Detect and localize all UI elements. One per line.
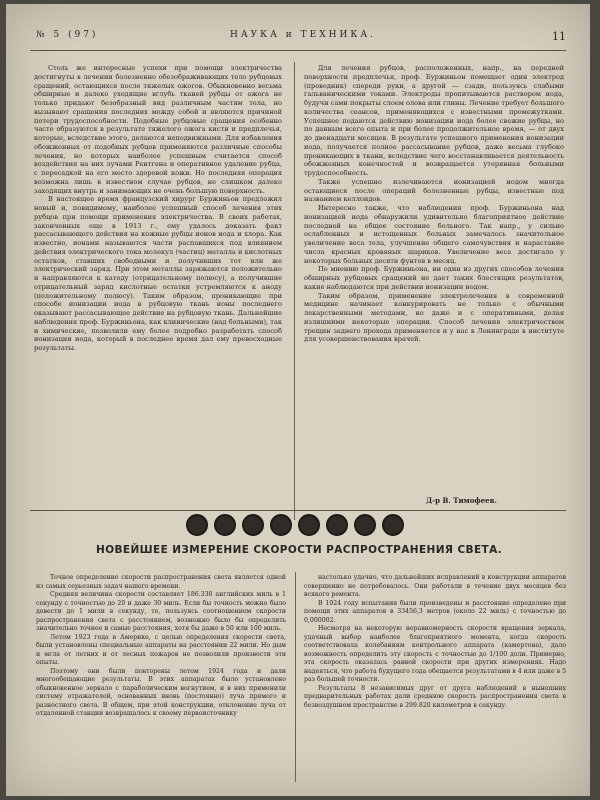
circle-ornament-icon: [270, 514, 292, 536]
page-header: [36, 30, 570, 46]
paragraph: Столь же интересные успехи при помощи электричества достигнуты в лечении болезненно обезображивающих тело рубцовых сращений, остающихся после тяжелых ожогов. Обыкновенно весьма обширные и далеко уходящие вглубь тканей рубцы от ожога не только придают безобразный вид различным частям тела, но вызывают сращения последних между собой и являются причиной потери трудоспособности. Подобные рубцовые сращения особенно часто образуются в результате тяжелого ожога кисти и предплечья, которые, вследствие этого, делаются неподвижными. Для избавления обожженных от подобных рубцов применяются различные способы лечения, но которых наиболее успешным считается способ воздействия на них лучами Рентгена и оперативное удаление рубца, с пересадкой на его место здоровой кожи. Но последняя операция возможна лишь в известном случае рубцов, не слишком далеко заходящих внутрь и занимающих не очень большую поверхность.: [34, 64, 282, 195]
paragraph: Также успешно излечиваются ионизацией иодом многда остающиеся после операций болезненные рубцы, известные под названием келлоидов.: [304, 177, 564, 204]
paragraph: В настоящее время французский хирург Буржиньон предложил новый и, повидимому, наиболее успешный способ лечения этих рубцов при помощи применения электричества. В своих работах, законченных еще в 1913 г., ему удалось доказать факт рассасывающего действия на кожные рубцы ионов иода и хлора. Как известно, ионами называются части распавшихся под влиянием действия электрического тока молекул (частиц) металла и кислотных остатков, ставших свободными и получивших тот или же электрический заряд. При этом металлы заряжаются положительно и направляются к катоду (отрицательному полюсу), а получившие отрицательный заряд кислотные остатки устремляются к аноду (положительному полюсу). Таким образом, проникающие при способе ионизации иода в рубцовую ткань ионы последнего оказывают рассасывающее действие на рубцовую ткань. Дальнейшие наблюдения проф. Буржиньона, как клинические (над больными), так и химические, позволили ему более подробно разработать способ ионизации иода, который в последнее время дал ему превосходные результаты.: [34, 195, 282, 352]
article2-title: НОВЕЙШЕЕ ИЗМЕРЕНИЕ СКОРОСТИ РАСПРОСТРАНЕНИЯ СВЕТА.: [96, 544, 502, 556]
article2-column-left: [36, 574, 286, 779]
paragraph: Для лечения рубцов, расположенных, напр., на передней поверхности предплечья, проф. Буржиньон помещает один электрод (проводник) спереди руки, а другой — сзади, пользуясь слабыми гальваническими токами. Электроды пропитываются раствором иода, будучи сами покрыты слоем олова или глины. Лечение требует большого количества сеансов, применяющихся с известными промежутками. Успешнее подаются действию ионизации иода более свежие рубцы, но по данным всего опыта и при более продолжительное время, — от двух до двенадцати месяцев. В результате успешного применения ионизации иода, получается полное рассасывание рубцов, даже весьма глубоко проникающих в ткани, вследствие чего восстанавливается деятельность обожженных конечностей и возвращается утерянная больными трудоспособность.: [304, 64, 564, 177]
circle-ornament-icon: [186, 514, 208, 536]
paragraph: Летом 1923 года в Америке, с целью определения скорости света, были установлены специальные аппараты на расстоянии 22 мили. Но дым и мгла от летних и от лесных пожаров не позволили произвести эти опыты.: [36, 633, 286, 666]
circle-ornament-icon: [298, 514, 320, 536]
header-rule: [30, 50, 566, 51]
issue-number: № 5 (97): [36, 30, 99, 40]
paragraph: Таким образом, применение электролечения в современной медицине начинает конкурировать не только с обычными лекарственными методами, но даже и с оперативными, делая излишними некоторые операции. Способ лечения электричеством трещин заднего прохода применяется и у нас в Ленинграде в институте для усовершенствования врачей.: [304, 291, 564, 344]
section-rule: [30, 510, 566, 511]
newspaper-page: [6, 4, 590, 796]
article1-column-left: [34, 64, 282, 514]
paragraph: В 1924 году испытания были произведены и расстояние определено при помощи этих аппаратов в 33456,3 метров (около 22 миль) с точностью до 0,000002.: [304, 599, 566, 624]
page-number: 11: [552, 30, 566, 43]
circle-ornament-icon: [326, 514, 348, 536]
circle-ornament-icon: [242, 514, 264, 536]
paragraph: настолько удачно, что дальнейших исправлений в конструкции аппаратов совершенно не потребовалось. Они работали в течение двух месяцев без всякого ремонта.: [304, 574, 566, 598]
article2-column-right: [304, 574, 566, 779]
paragraph: По мнению проф. Буржиньона, ни один из других способов лечения обширных рубцовых сращений не дает таких блестящих результатов, какие наблюдаются при действии ионизации иодом.: [304, 265, 564, 291]
magazine-title: НАУКА и ТЕХНИКА.: [230, 30, 376, 40]
paragraph: Поэтому они были повторены летом 1924 года и дали многообещающие результаты. В этих аппаратах было установлено обыкновенное зеркало с параболическим вогнутием, и в них применили систему отражателей, основанных вновь (постоянно) луча прямого и разностного света. В общем, при этой конструкции, отклонение луча от отдаленной станции возвращалось к своему первоисточнику: [36, 667, 286, 717]
paragraph: Средняя величина скорости составляет 186.330 английских миль в 1 секунду с точностью до 20 и даже 30 миль. Если бы точность можно было довести до 1 мили в секунду, то, пользуясь соотношением скорости распространения света с расстоянием, возможно было бы определить значительно точнее и самые расстояния, хотя бы даже в 50 или 100 миль.: [36, 591, 286, 632]
article1-column-right: [304, 64, 564, 479]
paragraph: Результаты 8 независимых друг от друга наблюдений в нынешних предварительных работах дали среднюю скорость распространения света в безвоздушном пространстве в 299.820 километров в секунду.: [304, 684, 566, 709]
paragraph: Точное определение скорости распространения света является одной из самых серьезных задач нашего времени.: [36, 574, 286, 590]
paragraph: Несмотря на некоторую неравномерность скорости вращения зеркала, удачный выбор наиболее благоприятного момента, когда скорость соответствовала колебаниям контрольного аппарата (камертона), дало возможность определить эту скорость с точностью до 1/100 доли. Примерно, эта скорость оказалась равной скорости при других измерениях. Надо надеяться, что работа будущего года обещается результатами в 4 или даже в 5 раз большей точности.: [304, 625, 566, 683]
circle-ornament-icon: [354, 514, 376, 536]
paragraph: Интересно также, что наблюдения проф. Буржиньона над ионизацией иода обнаружили удивительно благоприятное действие последней на общее состояние больного. Так напр., у сильно ослабленных и истощенных больных замечалось значительное увеличение веса тела, улучшение общего самочувствия и нарастание числа красных кровяных шариков. Увеличение веса достигало у некоторых больных десяти фунтов в месяц.: [304, 204, 564, 265]
circle-ornament-icon: [214, 514, 236, 536]
column-divider: [294, 62, 295, 520]
author-signature: Д-р В. Тимофеев.: [426, 496, 497, 505]
circle-ornament-icon: [382, 514, 404, 536]
column-divider: [295, 572, 296, 782]
